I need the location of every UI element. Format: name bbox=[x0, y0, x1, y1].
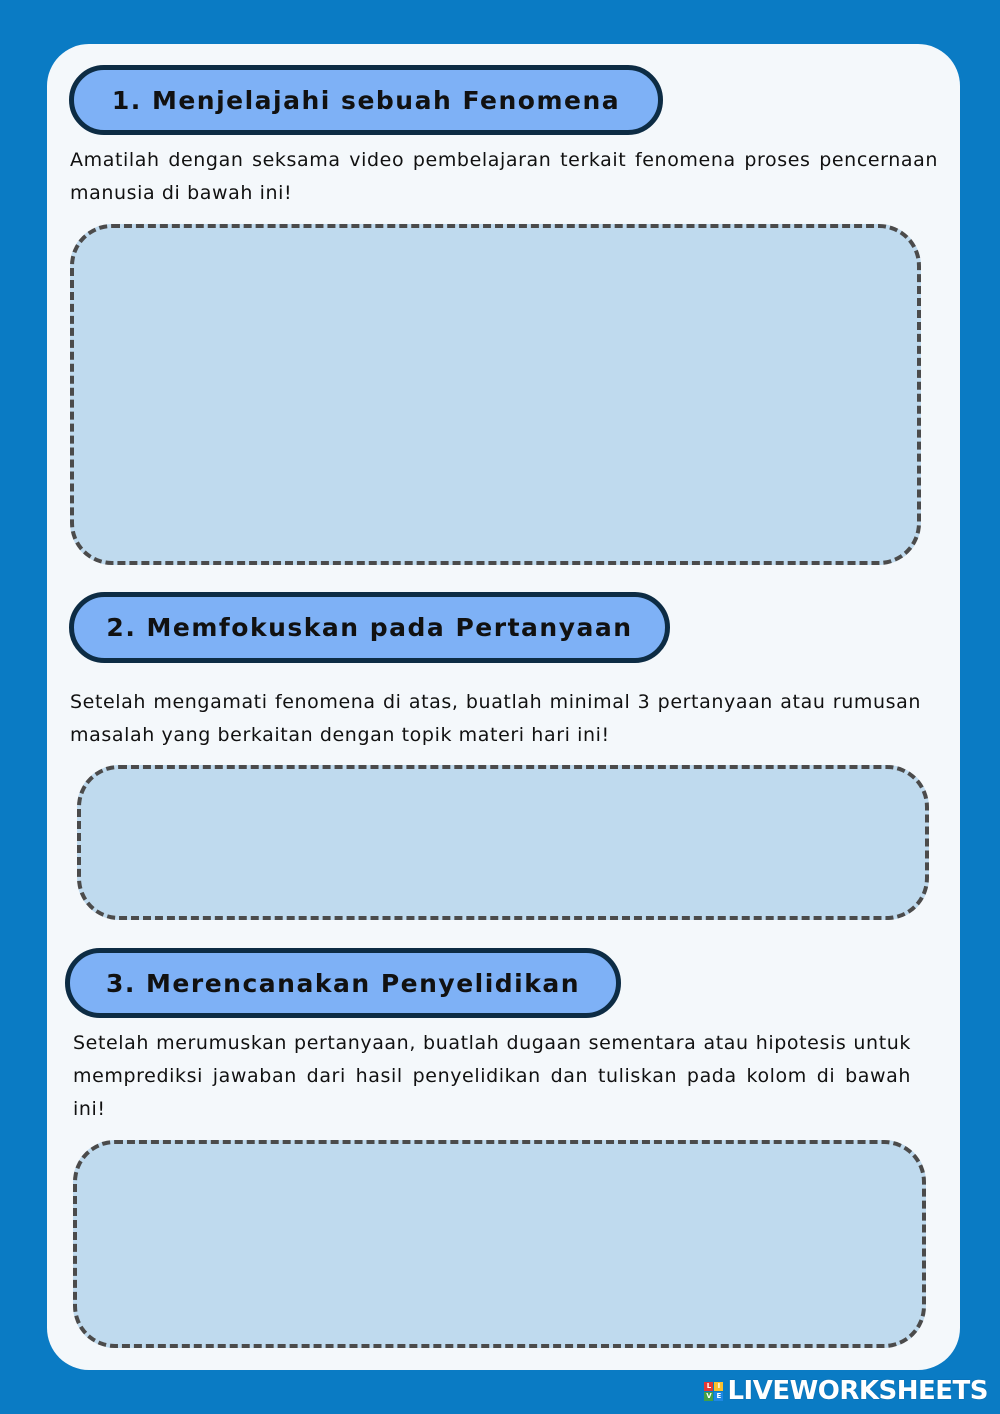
section-3-instruction: Setelah merumuskan pertanyaan, buatlah dugaan sementara atau hipotesis untuk memprediksi jawaban dari hasil penyelidikan dan tuliskan pada kolom di bawah ini! bbox=[73, 1032, 911, 1120]
section-3-title bbox=[65, 948, 621, 1018]
liveworksheets-logo-text: LIVEWORKSHEETS bbox=[727, 1376, 988, 1406]
section-2-title-text: 2. Memfokuskan pada Pertanyaan bbox=[106, 613, 633, 642]
section-3-title-text: 3. Merencanakan Penyelidikan bbox=[105, 968, 581, 998]
section-1-video-box[interactable] bbox=[70, 224, 921, 565]
section-2-instruction: Setelah mengamati fenomena di atas, buatlah minimal 3 pertanyaan atau rumusan masalah yang berkaitan dengan topik materi hari ini! bbox=[70, 691, 921, 746]
section-1-title bbox=[69, 65, 663, 135]
section-1-title-text: 1. Menjelajahi sebuah Fenomena bbox=[111, 85, 621, 115]
logo-letter-l: L bbox=[704, 1382, 713, 1391]
section-2-title bbox=[69, 592, 670, 663]
logo-letter-i: I bbox=[714, 1382, 723, 1391]
logo-letter-v: V bbox=[706, 1391, 712, 1400]
liveworksheets-logo bbox=[704, 1376, 988, 1406]
section-1-instruction: Amatilah dengan seksama video pembelajaran terkait fenomena proses pencernaan manusia di bawah ini! bbox=[70, 149, 938, 204]
section-3-answer-box[interactable] bbox=[73, 1140, 926, 1348]
liveworksheets-logo-icon bbox=[704, 1382, 723, 1401]
section-2-answer-box[interactable] bbox=[77, 765, 929, 920]
logo-letter-e: E bbox=[714, 1392, 723, 1401]
